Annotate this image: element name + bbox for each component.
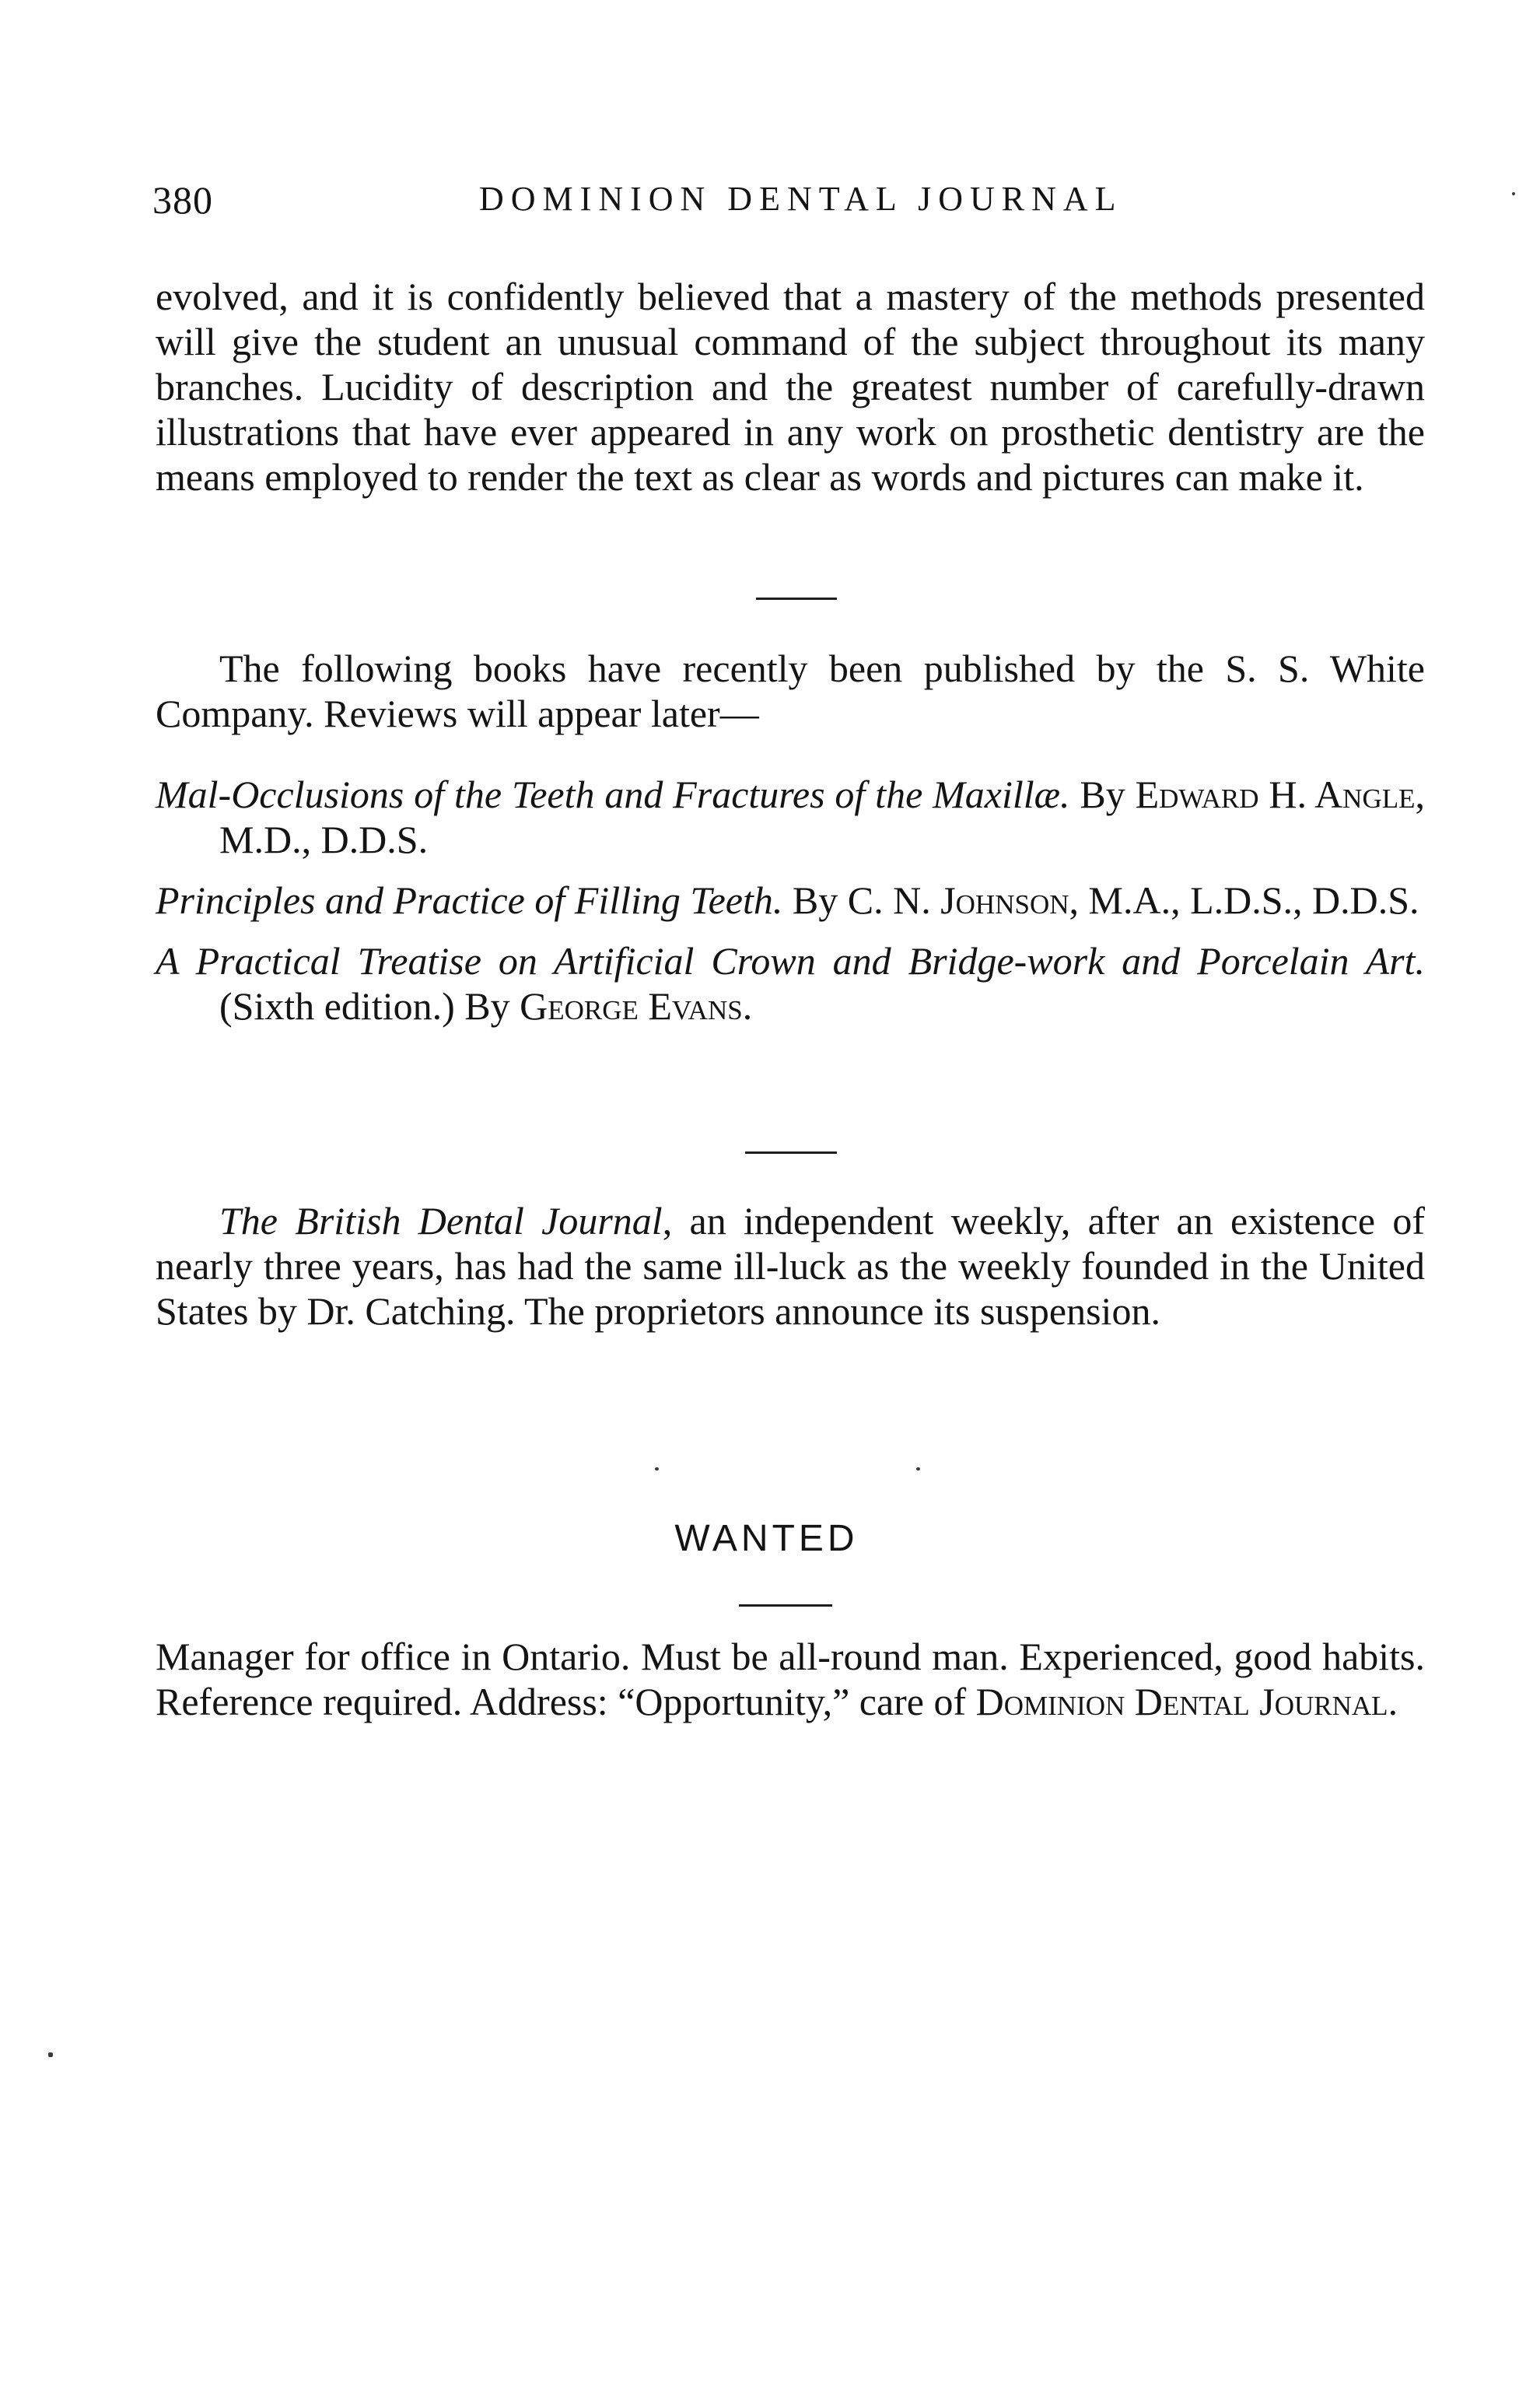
journal-title: DOMINION DENTAL JOURNAL — [479, 180, 1123, 218]
wanted-heading: WANTED — [674, 1518, 859, 1559]
paragraph-books-intro: The following books have recently been published by the S. S. White Company. Reviews will appear later— — [156, 647, 1425, 735]
book-title: A Practical Treatise on Artificial Crown and Bridge-work and Porcelain Art. — [156, 939, 1425, 983]
book-author: C. N. Johnson — [847, 878, 1069, 922]
book-list — [156, 772, 1425, 1044]
book-title: Mal-Occlusions of the Teeth and Fractures of the Maxillæ. — [156, 773, 1070, 816]
paragraph-text: Manager for office in Ontario. Must be all-round man. Experienced, good habits. Reference required. Address: “Opportunity,” care of — [156, 1635, 1425, 1723]
paragraph-british-journal — [156, 1198, 1425, 1334]
book-credentials: . — [742, 984, 753, 1028]
book-author: George Evans — [520, 984, 743, 1028]
paragraph-evolved: evolved, and it is confidently believed that a mastery of the methods presented will give the student an unusual command of the subject throughout its many branches. Lucidity of description and the greatest number of carefully-drawn illustrations that have ever appeared in any work on prosthetic dentistry are the means employed to render the text as clear as words and pictures can make it. — [156, 275, 1425, 499]
print-speck — [655, 1467, 659, 1470]
journal-name-smallcaps: Dominion Dental Journal — [975, 1680, 1388, 1723]
paragraph-end: . — [1388, 1680, 1398, 1723]
book-author: Edward H. Angle — [1135, 773, 1416, 816]
section-divider — [745, 1151, 837, 1154]
book-credentials: , M.A., L.D.S., D.D.S. — [1069, 878, 1419, 922]
journal-name-italic: The British Dental Journal — [219, 1199, 663, 1243]
section-divider — [756, 598, 837, 600]
paragraph-wanted-ad — [156, 1634, 1425, 1724]
book-entry — [156, 878, 1425, 923]
print-speck — [916, 1467, 920, 1470]
print-speck — [1512, 192, 1515, 195]
book-by: (Sixth edition.) By — [219, 984, 520, 1028]
print-speck — [48, 2052, 53, 2057]
book-credentials: , M.D., D.D.S. — [219, 773, 1425, 861]
page-number: 380 — [152, 178, 213, 222]
paragraph-text: , an independent weekly, after an existence of nearly three years, has had the same ill-luck as the weekly founded in the United States by Dr. Catching. The proprietors announce its suspension. — [156, 1199, 1426, 1333]
book-entry — [156, 772, 1425, 862]
heading-underline — [739, 1604, 832, 1607]
book-title: Principles and Practice of Filling Teeth. — [156, 878, 783, 922]
book-entry — [156, 938, 1425, 1029]
book-by: By — [1069, 773, 1136, 816]
running-head — [152, 177, 1405, 232]
book-by: By — [782, 878, 848, 922]
